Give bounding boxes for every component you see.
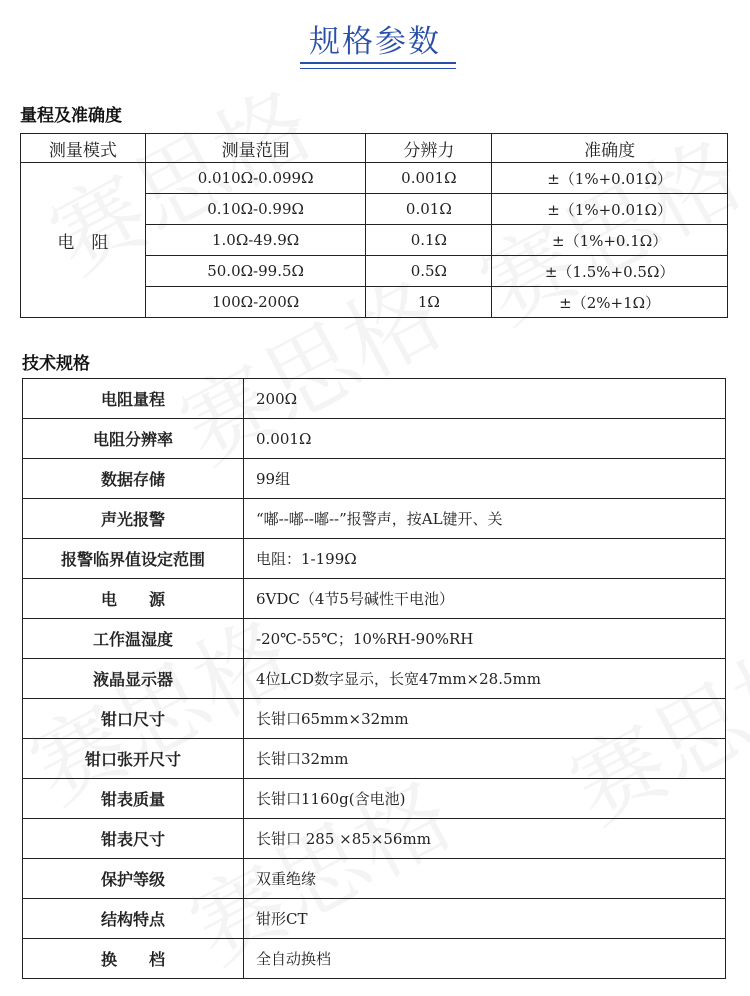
table-row [23, 739, 726, 779]
spec-label: 声光报警 [23, 499, 244, 539]
resolution-cell: 0.001Ω [366, 163, 492, 194]
accuracy-table [20, 133, 728, 318]
table-row [23, 779, 726, 819]
table-row [21, 163, 728, 194]
spec-label: 报警临界值设定范围 [23, 539, 244, 579]
table-row [23, 579, 726, 619]
spec-label: 电阻分辨率 [23, 419, 244, 459]
spec-label: 钳表尺寸 [23, 819, 244, 859]
spec-value: 双重绝缘 [244, 859, 726, 899]
spec-label: 保护等级 [23, 859, 244, 899]
spec-value: 长钳口32mm [244, 739, 726, 779]
spec-value: 长钳口1160g(含电池) [244, 779, 726, 819]
range-cell: 0.10Ω-0.99Ω [145, 194, 366, 225]
title-underline [300, 68, 456, 69]
header-resolution: 分辨力 [366, 134, 492, 163]
spec-value: 200Ω [244, 379, 726, 419]
resolution-cell: 0.1Ω [366, 225, 492, 256]
table-row [23, 539, 726, 579]
spec-label: 电 源 [23, 579, 244, 619]
spec-value: 6VDC（4节5号碱性干电池） [244, 579, 726, 619]
spec-value: -20℃-55℃；10%RH-90%RH [244, 619, 726, 659]
resolution-cell: 0.01Ω [366, 194, 492, 225]
spec-value: 99组 [244, 459, 726, 499]
table-row [23, 379, 726, 419]
table-row [23, 619, 726, 659]
spec-value: 全自动换档 [244, 939, 726, 979]
mode-cell: 电 阻 [21, 163, 146, 318]
spec-label: 工作温湿度 [23, 619, 244, 659]
table-row [23, 699, 726, 739]
accuracy-cell: ±（1%+0.1Ω） [492, 225, 728, 256]
spec-label: 换 档 [23, 939, 244, 979]
spec-value: 长钳口 285 ×85×56mm [244, 819, 726, 859]
accuracy-cell: ±（2%+1Ω） [492, 287, 728, 318]
table-row [23, 459, 726, 499]
page-title: 规格参数 [309, 24, 441, 60]
header-accuracy: 准确度 [492, 134, 728, 163]
spec-label: 结构特点 [23, 899, 244, 939]
table-row [23, 419, 726, 459]
spec-value: 0.001Ω [244, 419, 726, 459]
spec-value: 电阻：1-199Ω [244, 539, 726, 579]
tech-section-heading: 技术规格 [22, 354, 90, 374]
spec-label: 数据存储 [23, 459, 244, 499]
spec-label: 钳口张开尺寸 [23, 739, 244, 779]
title-underline [300, 62, 456, 64]
range-cell: 0.010Ω-0.099Ω [145, 163, 366, 194]
spec-value: 钳形CT [244, 899, 726, 939]
range-cell: 1.0Ω-49.9Ω [145, 225, 366, 256]
range-cell: 50.0Ω-99.5Ω [145, 256, 366, 287]
accuracy-cell: ±（1%+0.01Ω） [492, 163, 728, 194]
spec-value: 4位LCD数字显示，长宽47mm×28.5mm [244, 659, 726, 699]
accuracy-cell: ±（1.5%+0.5Ω） [492, 256, 728, 287]
spec-label: 电阻量程 [23, 379, 244, 419]
accuracy-section-heading: 量程及准确度 [20, 106, 122, 126]
table-row [23, 939, 726, 979]
spec-value: “嘟--嘟--嘟--”报警声，按AL键开、关 [244, 499, 726, 539]
table-header-row [21, 134, 728, 163]
table-row [23, 499, 726, 539]
header-range: 测量范围 [145, 134, 366, 163]
table-row [23, 859, 726, 899]
spec-value: 长钳口65mm×32mm [244, 699, 726, 739]
table-row [23, 819, 726, 859]
spec-label: 钳口尺寸 [23, 699, 244, 739]
spec-table [22, 378, 726, 979]
header-mode: 测量模式 [21, 134, 146, 163]
accuracy-cell: ±（1%+0.01Ω） [492, 194, 728, 225]
resolution-cell: 1Ω [366, 287, 492, 318]
spec-label: 钳表质量 [23, 779, 244, 819]
table-row [23, 659, 726, 699]
range-cell: 100Ω-200Ω [145, 287, 366, 318]
table-row [23, 899, 726, 939]
spec-label: 液晶显示器 [23, 659, 244, 699]
resolution-cell: 0.5Ω [366, 256, 492, 287]
